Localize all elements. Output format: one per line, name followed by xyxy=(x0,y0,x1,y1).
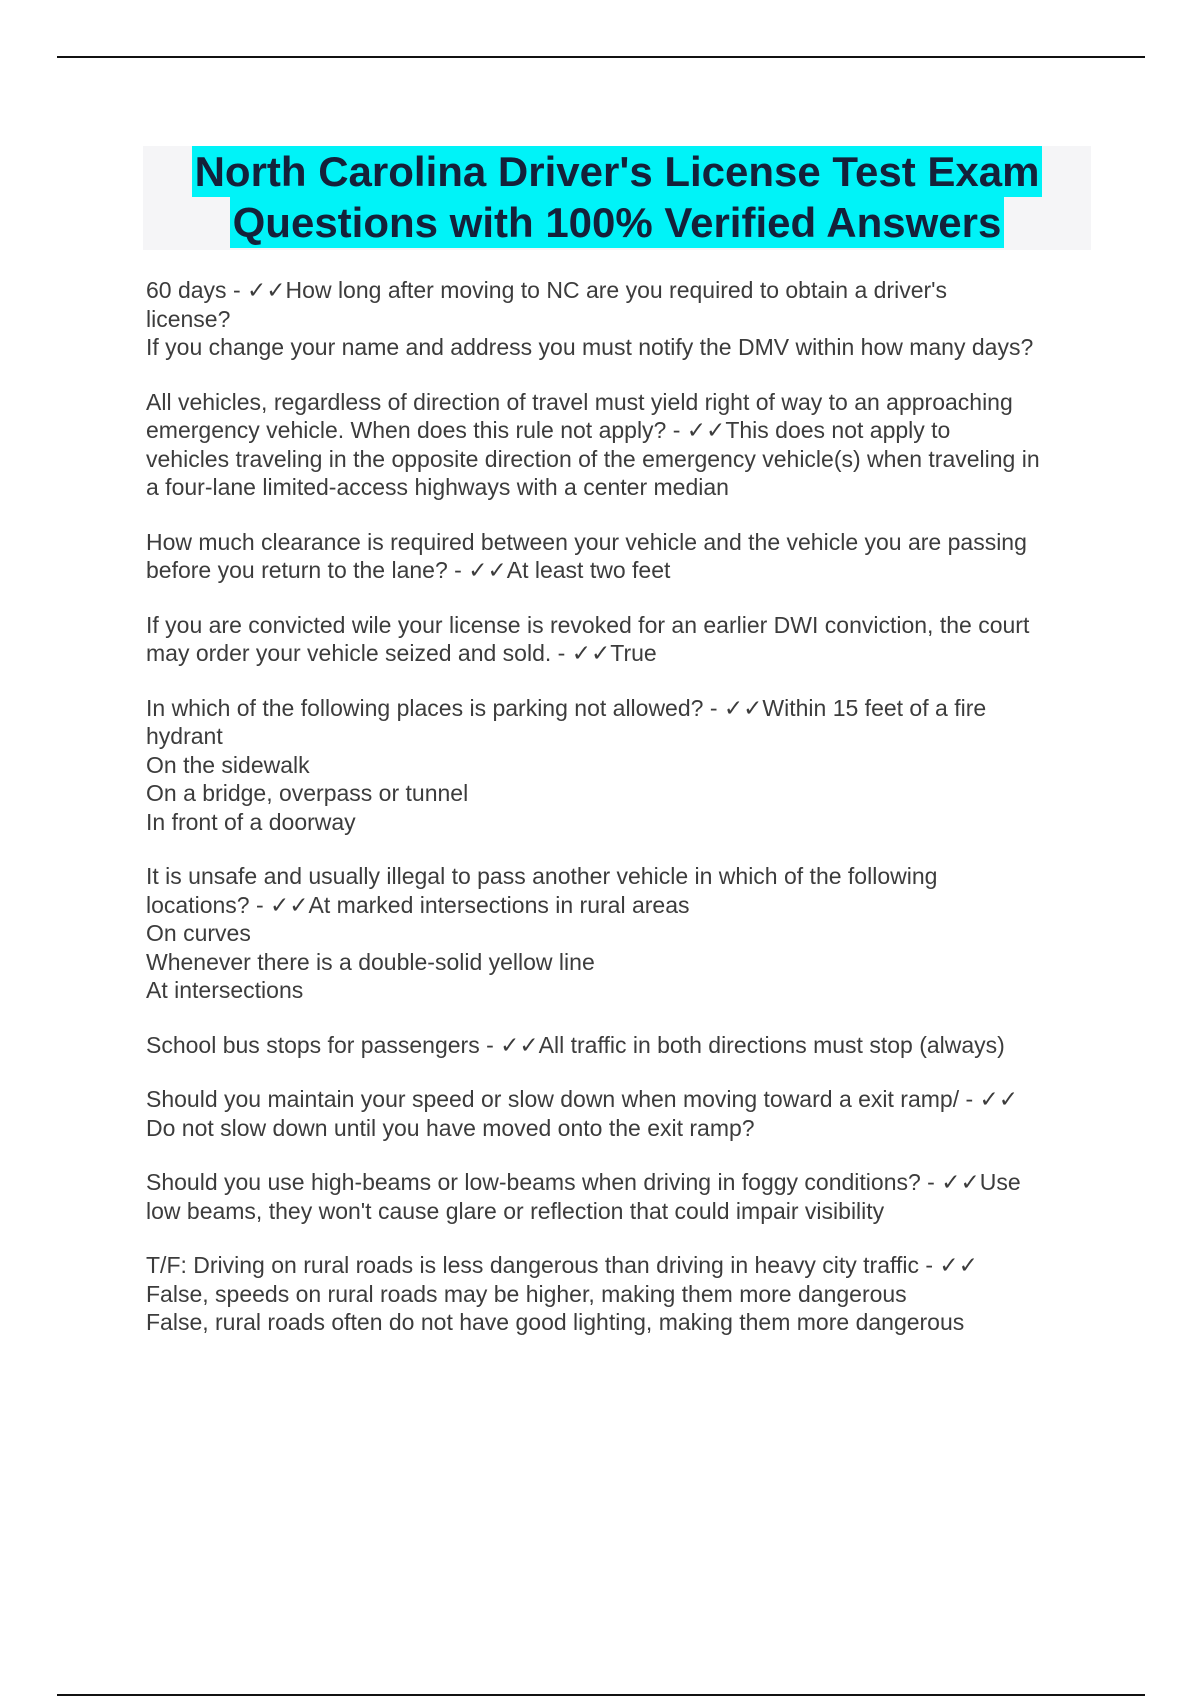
qa-line: hydrant xyxy=(146,723,223,749)
qa-line: School bus stops for passengers - ✓✓All traffic in both directions must stop (always) xyxy=(146,1031,1005,1058)
qa-block xyxy=(146,862,1096,1005)
qa-line: False, speeds on rural roads may be higher, making them more dangerous xyxy=(146,1280,907,1307)
qa-line: before you return to the lane? - ✓✓At least two feet xyxy=(146,557,671,583)
qa-block xyxy=(146,611,1096,668)
qa-line: Should you maintain your speed or slow down when moving toward a exit ramp/ - ✓✓ xyxy=(146,1086,1019,1112)
qa-line: All vehicles, regardless of direction of travel must yield right of way to an approaching xyxy=(146,388,1013,415)
qa-block xyxy=(146,1168,1096,1225)
qa-block xyxy=(146,1251,1096,1337)
qa-line: In which of the following places is parking not allowed? - ✓✓Within 15 feet of a fire xyxy=(146,694,987,721)
qa-line: In front of a doorway xyxy=(146,808,356,835)
qa-line: On the sidewalk xyxy=(146,751,310,778)
qa-line: False, rural roads often do not have good lighting, making them more dangerous xyxy=(146,1309,965,1335)
qa-line: a four-lane limited-access highways with a center median xyxy=(146,474,729,500)
document-title xyxy=(143,146,1091,250)
qa-line: If you change your name and address you must notify the DMV within how many days? xyxy=(146,334,1034,360)
qa-line: low beams, they won't cause glare or reflection that could impair visibility xyxy=(146,1197,885,1224)
qa-line: license? xyxy=(146,305,231,332)
qa-block xyxy=(146,694,1096,837)
qa-line: vehicles traveling in the opposite direction of the emergency vehicle(s) when traveling in xyxy=(146,445,1040,472)
qa-block xyxy=(146,1085,1096,1142)
qa-line: T/F: Driving on rural roads is less dangerous than driving in heavy city traffic - ✓✓ xyxy=(146,1252,978,1278)
footer-divider xyxy=(57,1694,1145,1696)
qa-line: It is unsafe and usually illegal to pass another vehicle in which of the following xyxy=(146,863,938,889)
qa-line: locations? - ✓✓At marked intersections in rural areas xyxy=(146,891,690,918)
document-body xyxy=(146,276,1096,1363)
qa-line: emergency vehicle. When does this rule not apply? - ✓✓This does not apply to xyxy=(146,417,951,443)
qa-line: 60 days - ✓✓How long after moving to NC are you required to obtain a driver's xyxy=(146,277,948,303)
qa-line: On curves xyxy=(146,920,251,946)
title-line-1: North Carolina Driver's License Test Exam xyxy=(192,146,1043,197)
qa-block xyxy=(146,1031,1096,1060)
qa-line: If you are convicted wile your license is revoked for an earlier DWI conviction, the court xyxy=(146,611,1030,638)
qa-block xyxy=(146,528,1096,585)
qa-line: How much clearance is required between your vehicle and the vehicle you are passing xyxy=(146,528,1027,555)
qa-line: On a bridge, overpass or tunnel xyxy=(146,780,469,806)
qa-block xyxy=(146,276,1096,362)
qa-line: Should you use high-beams or low-beams when driving in foggy conditions? - ✓✓Use xyxy=(146,1169,1021,1195)
qa-block xyxy=(146,388,1096,502)
qa-line: may order your vehicle seized and sold. - ✓✓True xyxy=(146,640,657,666)
qa-line: Whenever there is a double-solid yellow line xyxy=(146,948,595,975)
header-divider xyxy=(57,56,1145,58)
qa-line: Do not slow down until you have moved onto the exit ramp? xyxy=(146,1114,755,1141)
title-line-2: Questions with 100% Verified Answers xyxy=(230,197,1005,248)
qa-line: At intersections xyxy=(146,977,304,1003)
